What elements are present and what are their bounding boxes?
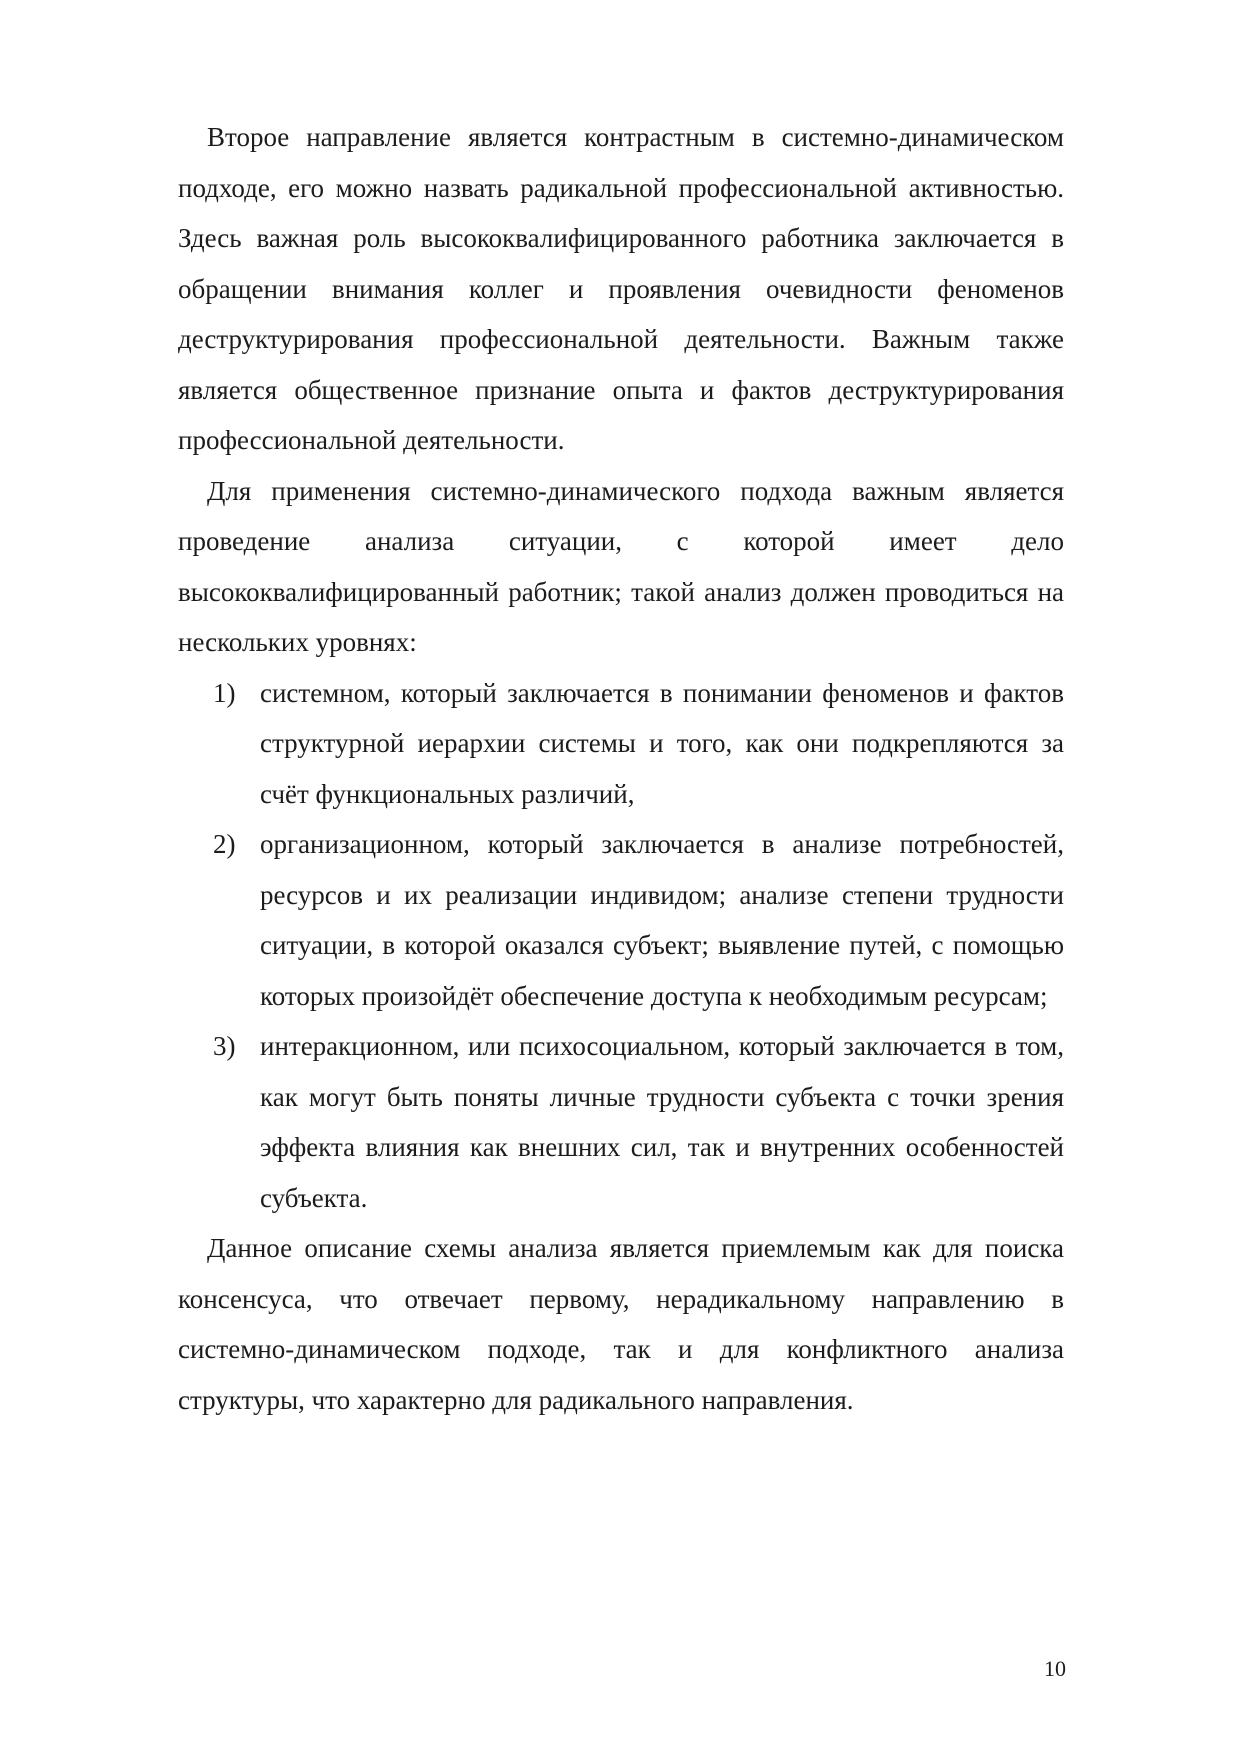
paragraph-second-direction: Второе направление является контрастным в системно-динамическом подходе, его можно назвать радикальной профессиональной активностью. Здесь важная роль высококвалифицированного работника заключается в обращении внимания коллег и проявления очевидности феноменов деструктурирования профессиональной деятельности. Важным также является общественное признание опыта и фактов деструктурирования профессиональной деятельности. <box>178 122 1064 455</box>
list-item-number: 1) <box>213 677 236 708</box>
page-body <box>178 112 1064 1425</box>
paragraph-conclusion: Данное описание схемы анализа является приемлемым как для поиска консенсуса, что отвечает первому, нерадикальному направлению в системно-динамическом подходе, так и для конфликтного анализа структуры, что характерно для радикального направления. <box>178 1233 1064 1415</box>
list-item <box>178 668 1064 820</box>
list-item <box>178 1021 1064 1223</box>
list-item-text: организационном, который заключается в анализе потребностей, ресурсов и их реализации индивидом; анализе степени трудности ситуации, в которой оказался субъект; выявление путей, с помощью которых произойдёт обеспечение доступа к необходимым ресурсам; <box>260 829 1064 1011</box>
list-item-number: 3) <box>213 1031 236 1061</box>
list-item-number: 2) <box>213 829 236 859</box>
page-number: 10 <box>1044 1656 1066 1681</box>
list-item <box>178 819 1064 1021</box>
list-item-text: интеракционном, или психосоциальном, который заключается в том, как могут быть поняты личные трудности субъекта с точки зрения эффекта влияния как внешних сил, так и внутренних особенностей субъекта. <box>260 1031 1064 1213</box>
paragraph-analysis-levels: Для применения системно-динамического подхода важным является проведение анализа ситуации, с которой имеет дело высококвалифицированный работник; такой анализ должен проводиться на нескольких уровнях: <box>178 475 1064 657</box>
list-item-text: системном, который заключается в понимании феноменов и фактов структурной иерархии системы и того, как они подкрепляются за счёт функциональных различий, <box>260 677 1064 809</box>
analysis-levels-list <box>178 668 1064 1224</box>
